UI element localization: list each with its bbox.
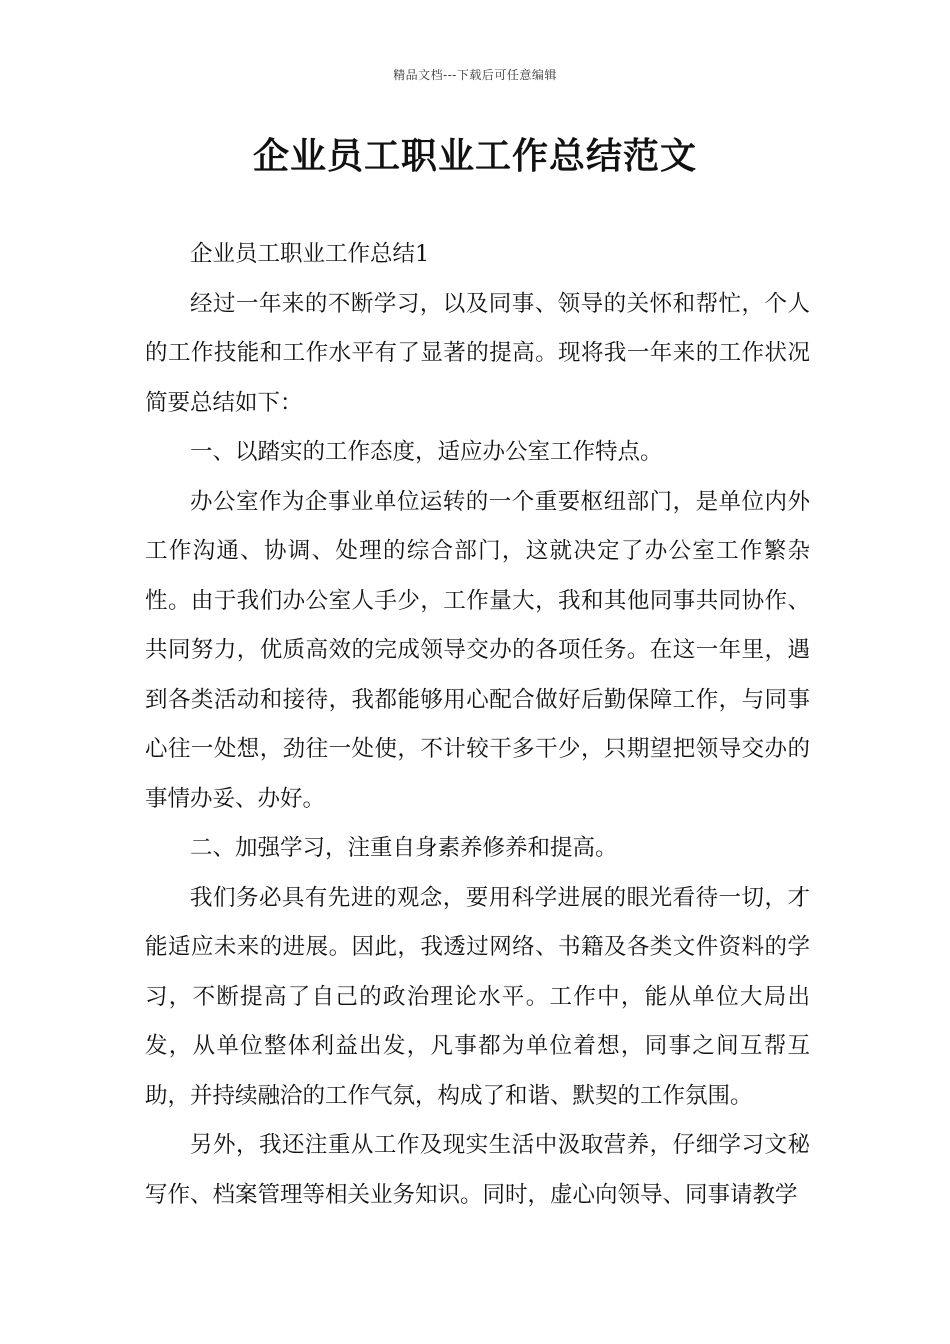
- paragraph-section-2: 我们务必具有先进的观念，要用科学进展的眼光看待一切，才能适应未来的进展。因此，我透过网络、书籍及各类文件资料的学习，不断提高了自己的政治理论水平。工作中，能从单位大局出发，从单位整体利益出发，凡事都为单位着想，同事之间互帮互助，并持续融洽的工作气氛，构成了和谐、默契的工作氛围。: [145, 884, 810, 1109]
- document-title: 企业员工职业工作总结范文: [252, 135, 697, 177]
- paragraph-section-1: 办公室作为企事业单位运转的一个重要枢纽部门，是单位内外工作沟通、协调、处理的综合部门，这就决定了办公室工作繁杂性。由于我们办公室人手少，工作量大，我和其他同事共同协作、共同努力，优质高效的完成领导交办的各项任务。在这一年里，遇到各类活动和接待，我都能够用心配合做好后勤保障工作，与同事心往一处想，劲往一处使，不计较干多干少，只期望把领导交办的事情办妥、办好。: [145, 488, 810, 812]
- paragraph-intro: 经过一年来的不断学习，以及同事、领导的关怀和帮忙，个人的工作技能和工作水平有了显著的提高。现将我一年来的工作状况简要总结如下：: [145, 290, 810, 416]
- document-body: [145, 230, 810, 1220]
- header-note: 精品文档---下载后可任意编辑: [393, 68, 557, 82]
- paragraph-section-2-cont: 另外，我还注重从工作及现实生活中汲取营养，仔细学习文秘写作、档案管理等相关业务知识。同时，虚心向领导、同事请教学: [145, 1132, 810, 1208]
- section-heading-2: 二、加强学习，注重自身素养修养和提高。: [190, 835, 618, 861]
- section-heading-1: 一、以踏实的工作态度，适应办公室工作特点。: [190, 439, 663, 465]
- paragraph-subtitle: 企业员工职业工作总结1: [190, 241, 430, 267]
